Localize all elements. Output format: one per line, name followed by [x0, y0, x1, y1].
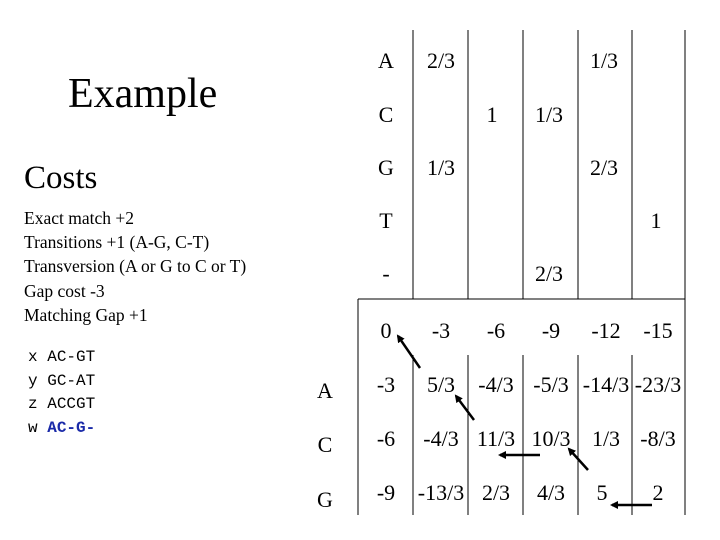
traceback-arrow	[456, 396, 474, 420]
dp-cell: -4/3	[423, 426, 459, 451]
dp-row-label: G	[317, 487, 333, 512]
profile-cell: 1/3	[534, 102, 564, 127]
dp-cell: -9	[541, 318, 561, 343]
sequence-value-highlighted: AC-G-	[47, 418, 96, 437]
dp-cell: -6	[486, 318, 506, 343]
dp-row-label: C	[317, 432, 333, 457]
sequence-name: x	[28, 348, 38, 366]
cost-rule: Exact match +2	[24, 208, 134, 228]
dp-cell: -23/3	[634, 372, 682, 397]
profile-cell: 2/3	[534, 261, 564, 286]
profile-cell: 1	[486, 102, 498, 127]
dp-cell: 0	[380, 318, 392, 343]
dp-cell: -14/3	[582, 372, 630, 397]
profile-cell: 2/3	[589, 155, 619, 180]
dp-cell: -4/3	[478, 372, 514, 397]
sequence-value: AC-GT	[47, 348, 96, 366]
sequence-name: y	[28, 371, 38, 390]
dp-cell: 2/3	[481, 480, 511, 505]
profile-cell: 1/3	[426, 155, 456, 180]
dp-cell: -6	[376, 426, 396, 451]
profile-row-label: G	[378, 155, 394, 180]
profile-cell: 1/3	[589, 48, 619, 73]
dp-cell: 10/3	[531, 426, 571, 451]
sequence-name: z	[28, 395, 38, 413]
dp-cell: -9	[376, 480, 396, 505]
profile-cell: 1	[650, 208, 662, 233]
dp-cell: -8/3	[640, 426, 676, 451]
dp-cell: -5/3	[533, 372, 569, 397]
profile-row-label: C	[378, 102, 394, 127]
dp-cell: -3	[431, 318, 451, 343]
dp-cell: -13/3	[417, 480, 465, 505]
dp-cell: 5	[596, 480, 608, 505]
profile-row-label: -	[382, 261, 390, 286]
cost-rule: Transversion (A or G to C or T)	[24, 256, 247, 277]
dp-row-label: A	[317, 378, 333, 403]
dp-cell: 2	[652, 480, 664, 505]
dp-cell: 4/3	[536, 480, 566, 505]
dp-cell: -12	[591, 318, 621, 343]
dp-cell: -15	[643, 318, 673, 343]
slide-title: Example	[68, 71, 218, 117]
cost-rule: Gap cost -3	[24, 280, 105, 301]
cost-rule: Matching Gap +1	[24, 304, 148, 325]
costs-heading: Costs	[24, 160, 98, 196]
profile-row-label: A	[378, 48, 394, 73]
cost-rule: Transitions +1 (A-G, C-T)	[24, 232, 210, 253]
dp-cell: 11/3	[476, 426, 516, 451]
dp-cell: -3	[376, 372, 396, 397]
profile-row-label: T	[379, 208, 393, 233]
dp-cell: 5/3	[426, 372, 456, 397]
sequence-value: GC-AT	[47, 371, 96, 390]
profile-cell: 2/3	[426, 48, 456, 73]
sequence-name: w	[28, 418, 38, 437]
dp-cell: 1/3	[591, 426, 621, 451]
sequence-value: ACCGT	[47, 395, 96, 413]
